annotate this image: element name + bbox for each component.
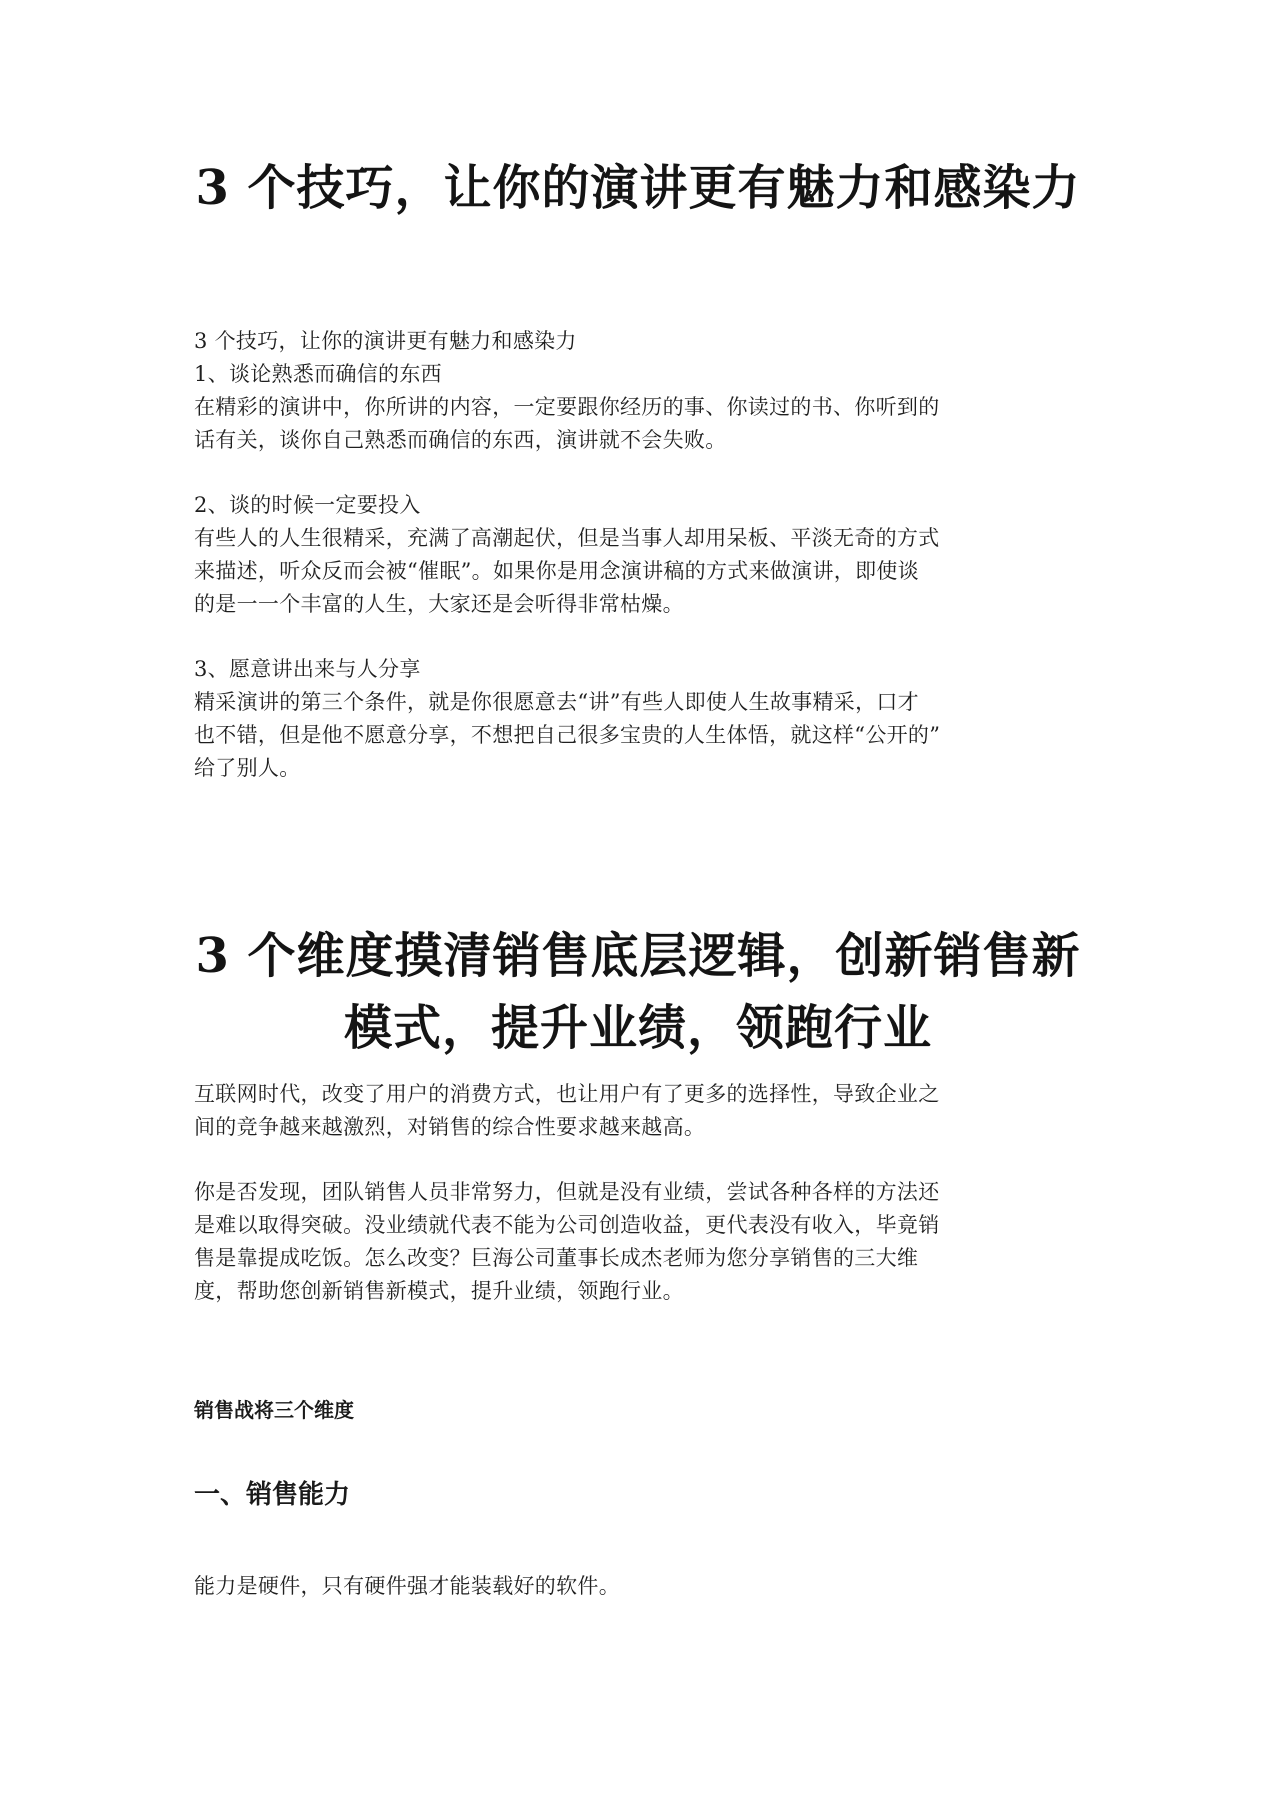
article1-line: 来描述，听众反而会被“催眠”。如果你是用念演讲稿的方式来做演讲，即使谈 xyxy=(194,559,919,583)
article2-title-block xyxy=(194,920,1082,1064)
article1-body xyxy=(194,325,1082,785)
article2-line: 你是否发现，团队销售人员非常努力，但就是没有业绩，尝试各种各样的方法还 xyxy=(194,1180,940,1204)
article1-title: 3 个技巧，让你的演讲更有魅力和感染力 xyxy=(195,160,1081,216)
article2-line: 互联网时代，改变了用户的消费方式，也让用户有了更多的选择性，导致企业之 xyxy=(194,1082,940,1106)
article1-point1-heading: 1、谈论熟悉而确信的东西 xyxy=(194,362,442,386)
article2-subheading: 销售战将三个维度 xyxy=(194,1398,354,1422)
article2-subheading-block xyxy=(194,1395,1082,1425)
article1-line: 精采演讲的第三个条件，就是你很愿意去“讲”有些人即使人生故事精采，口才 xyxy=(194,690,919,714)
paragraph-gap xyxy=(194,621,1082,653)
section-text-block xyxy=(194,1570,1082,1603)
article1-title-block xyxy=(194,152,1082,224)
paragraph-gap xyxy=(194,457,1082,489)
article2-line: 是难以取得突破。没业绩就代表不能为公司创造收益，更代表没有收入，毕竟销 xyxy=(194,1213,940,1237)
article1-line: 给了别人。 xyxy=(194,756,301,780)
article1-line: 在精彩的演讲中，你所讲的内容，一定要跟你经历的事、你读过的书、你听到的 xyxy=(194,395,940,419)
article2-line: 度，帮助您创新销售新模式，提升业绩，领跑行业。 xyxy=(194,1279,684,1303)
section-heading: 一、销售能力 xyxy=(194,1480,351,1510)
article1-line: 有些人的人生很精采，充满了高潮起伏，但是当事人却用呆板、平淡无奇的方式 xyxy=(194,526,940,550)
section-text: 能力是硬件，只有硬件强才能装载好的软件。 xyxy=(194,1574,620,1598)
article2-intro xyxy=(194,1078,1082,1308)
article1-line: 的是一一个丰富的人生，大家还是会听得非常枯燥。 xyxy=(194,592,684,616)
article1-line: 也不错，但是他不愿意分享，不想把自己很多宝贵的人生体悟，就这样“公开的” xyxy=(194,723,941,747)
article2-line: 售是靠提成吃饭。怎么改变？巨海公司董事长成杰老师为您分享销售的三大维 xyxy=(194,1246,919,1270)
article1-line: 话有关，谈你自己熟悉而确信的东西，演讲就不会失败。 xyxy=(194,428,727,452)
article2-line: 间的竞争越来越激烈，对销售的综合性要求越来越高。 xyxy=(194,1115,706,1139)
article2-title: 3 个维度摸清销售底层逻辑，创新销售新模式，提升业绩，领跑行业 xyxy=(195,928,1081,1056)
article1-point2-heading: 2、谈的时候一定要投入 xyxy=(194,493,421,517)
article1-line: 3 个技巧，让你的演讲更有魅力和感染力 xyxy=(194,329,577,353)
paragraph-gap xyxy=(194,1144,1082,1176)
section-heading-block xyxy=(194,1477,1082,1513)
article1-point3-heading: 3、愿意讲出来与人分享 xyxy=(194,657,421,681)
